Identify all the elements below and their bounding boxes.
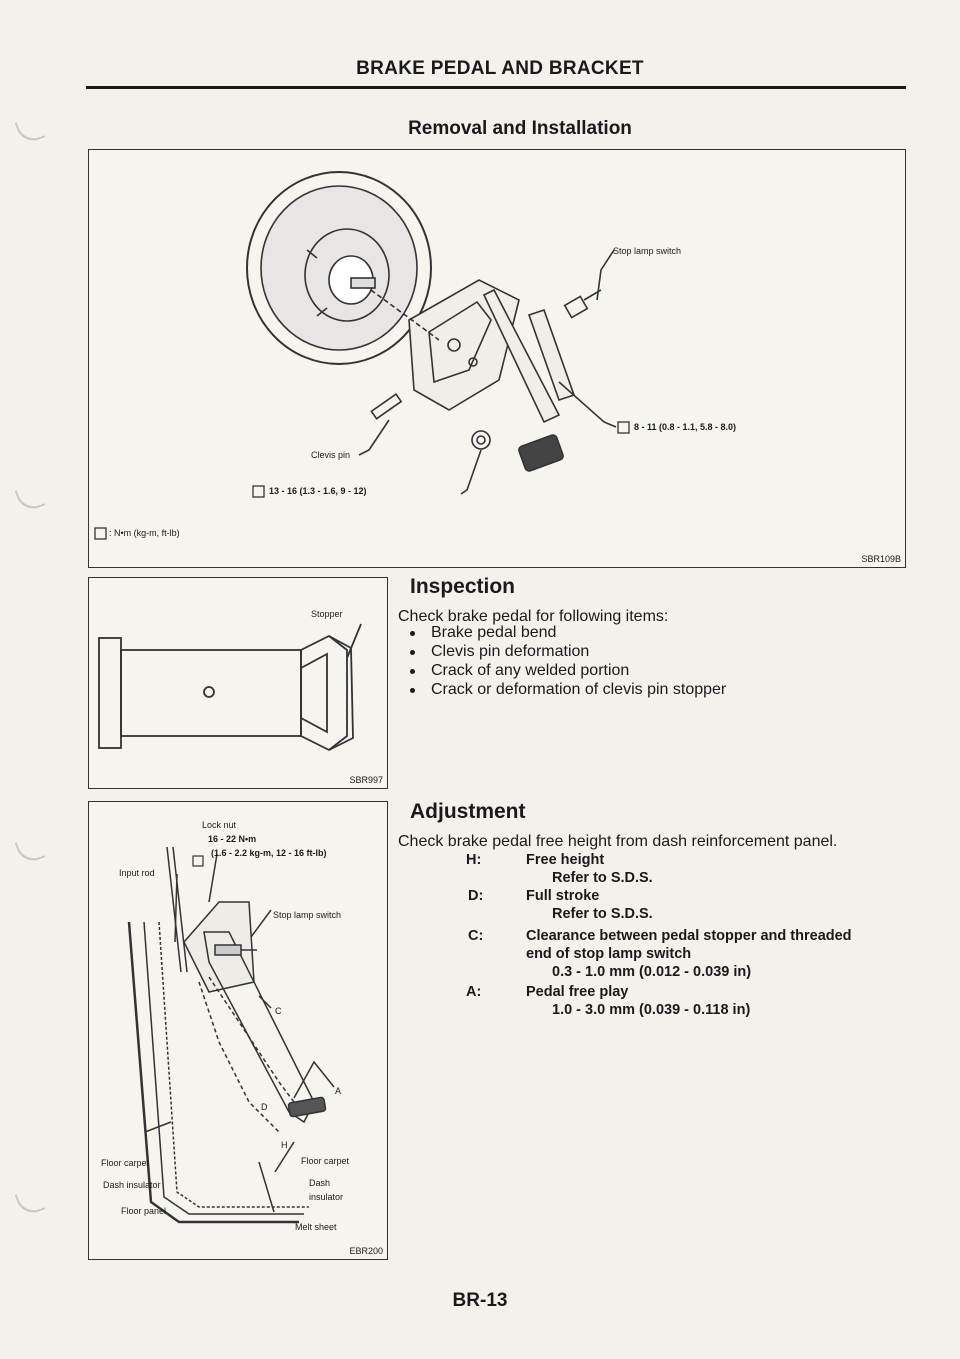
melt-sheet-label: Melt sheet [295,1222,337,1232]
torque-units-label: : N•m (kg-m, ft-lb) [109,528,180,538]
page-header-title: BRAKE PEDAL AND BRACKET [356,58,644,79]
inspection-heading: Inspection [410,575,516,598]
inspection-figure [88,577,388,789]
torque-stop-lamp-label: 8 - 11 (0.8 - 1.1, 5.8 - 8.0) [634,422,737,432]
stop-lamp-switch-label: Stop lamp switch [273,910,342,920]
spec-key: D: [468,888,484,904]
list-item: Crack of any welded portion [398,661,918,680]
torque-clevis-label: 13 - 16 (1.3 - 1.6, 9 - 12) [269,486,367,496]
dimension-c-label: C [275,1006,282,1016]
figure-code: SBR109B [861,554,901,564]
dimension-a-label: A [335,1086,342,1096]
spec-name-cont: end of stop lamp switch [526,946,692,962]
dimension-d-label: D [261,1102,268,1112]
dimension-h-label: H [281,1140,288,1150]
inspection-intro: Check brake pedal for following items: [398,608,669,625]
binder-hole-mark [15,835,46,866]
floor-carpet-right-label: Floor carpet [301,1156,350,1166]
spec-key: C: [468,928,484,944]
spec-value: 1.0 - 3.0 mm (0.039 - 0.118 in) [552,1002,751,1018]
removal-figure [88,149,906,568]
figure-code: EBR200 [349,1246,383,1256]
stop-lamp-switch-label: Stop lamp switch [613,246,682,256]
dash-insulator-left-label: Dash insulator [103,1180,161,1190]
figure-code: SBR997 [349,775,383,785]
adjustment-intro: Check brake pedal free height from dash reinforcement panel. [398,833,838,850]
spec-value: 0.3 - 1.0 mm (0.012 - 0.039 in) [552,964,752,980]
stopper-label: Stopper [311,609,343,619]
spec-name: Full stroke [526,888,600,904]
header-rule [86,86,906,89]
removal-section-title: Removal and Installation [408,118,632,139]
adjustment-heading: Adjustment [410,800,526,823]
spec-key: H: [466,852,482,868]
binder-hole-mark [15,1187,46,1218]
spec-name: Clearance between pedal stopper and threaded [526,928,852,944]
floor-panel-label: Floor panel [121,1206,167,1216]
lock-nut-label: Lock nut [202,820,237,830]
spec-key: A: [466,984,482,1000]
brake-assembly-drawing [89,150,907,569]
input-rod-label: Input rod [119,868,155,878]
inspection-list [398,623,918,699]
spec-value: Refer to S.D.S. [552,906,653,922]
list-item: Crack or deformation of clevis pin stopper [398,680,918,699]
list-item: Brake pedal bend [398,623,918,642]
spec-name: Free height [526,852,605,868]
spec-name: Pedal free play [526,984,629,1000]
page-number: BR-13 [452,1290,508,1311]
dash-insulator-right-label-1: Dash [309,1178,331,1188]
torque-lock-nut-label: 16 - 22 N•m [208,834,257,844]
adjustment-figure [88,801,388,1260]
dash-insulator-right-label-2: insulator [309,1192,344,1202]
floor-carpet-left-label: Floor carpet [101,1158,150,1168]
torque-lock-nut-units-label: (1.6 - 2.2 kg-m, 12 - 16 ft-lb) [211,848,327,858]
clevis-pin-label: Clevis pin [311,450,351,460]
clevis-pin-stopper-drawing [89,578,389,790]
spec-value: Refer to S.D.S. [552,870,653,886]
binder-hole-mark [15,483,46,514]
list-item: Clevis pin deformation [398,642,918,661]
